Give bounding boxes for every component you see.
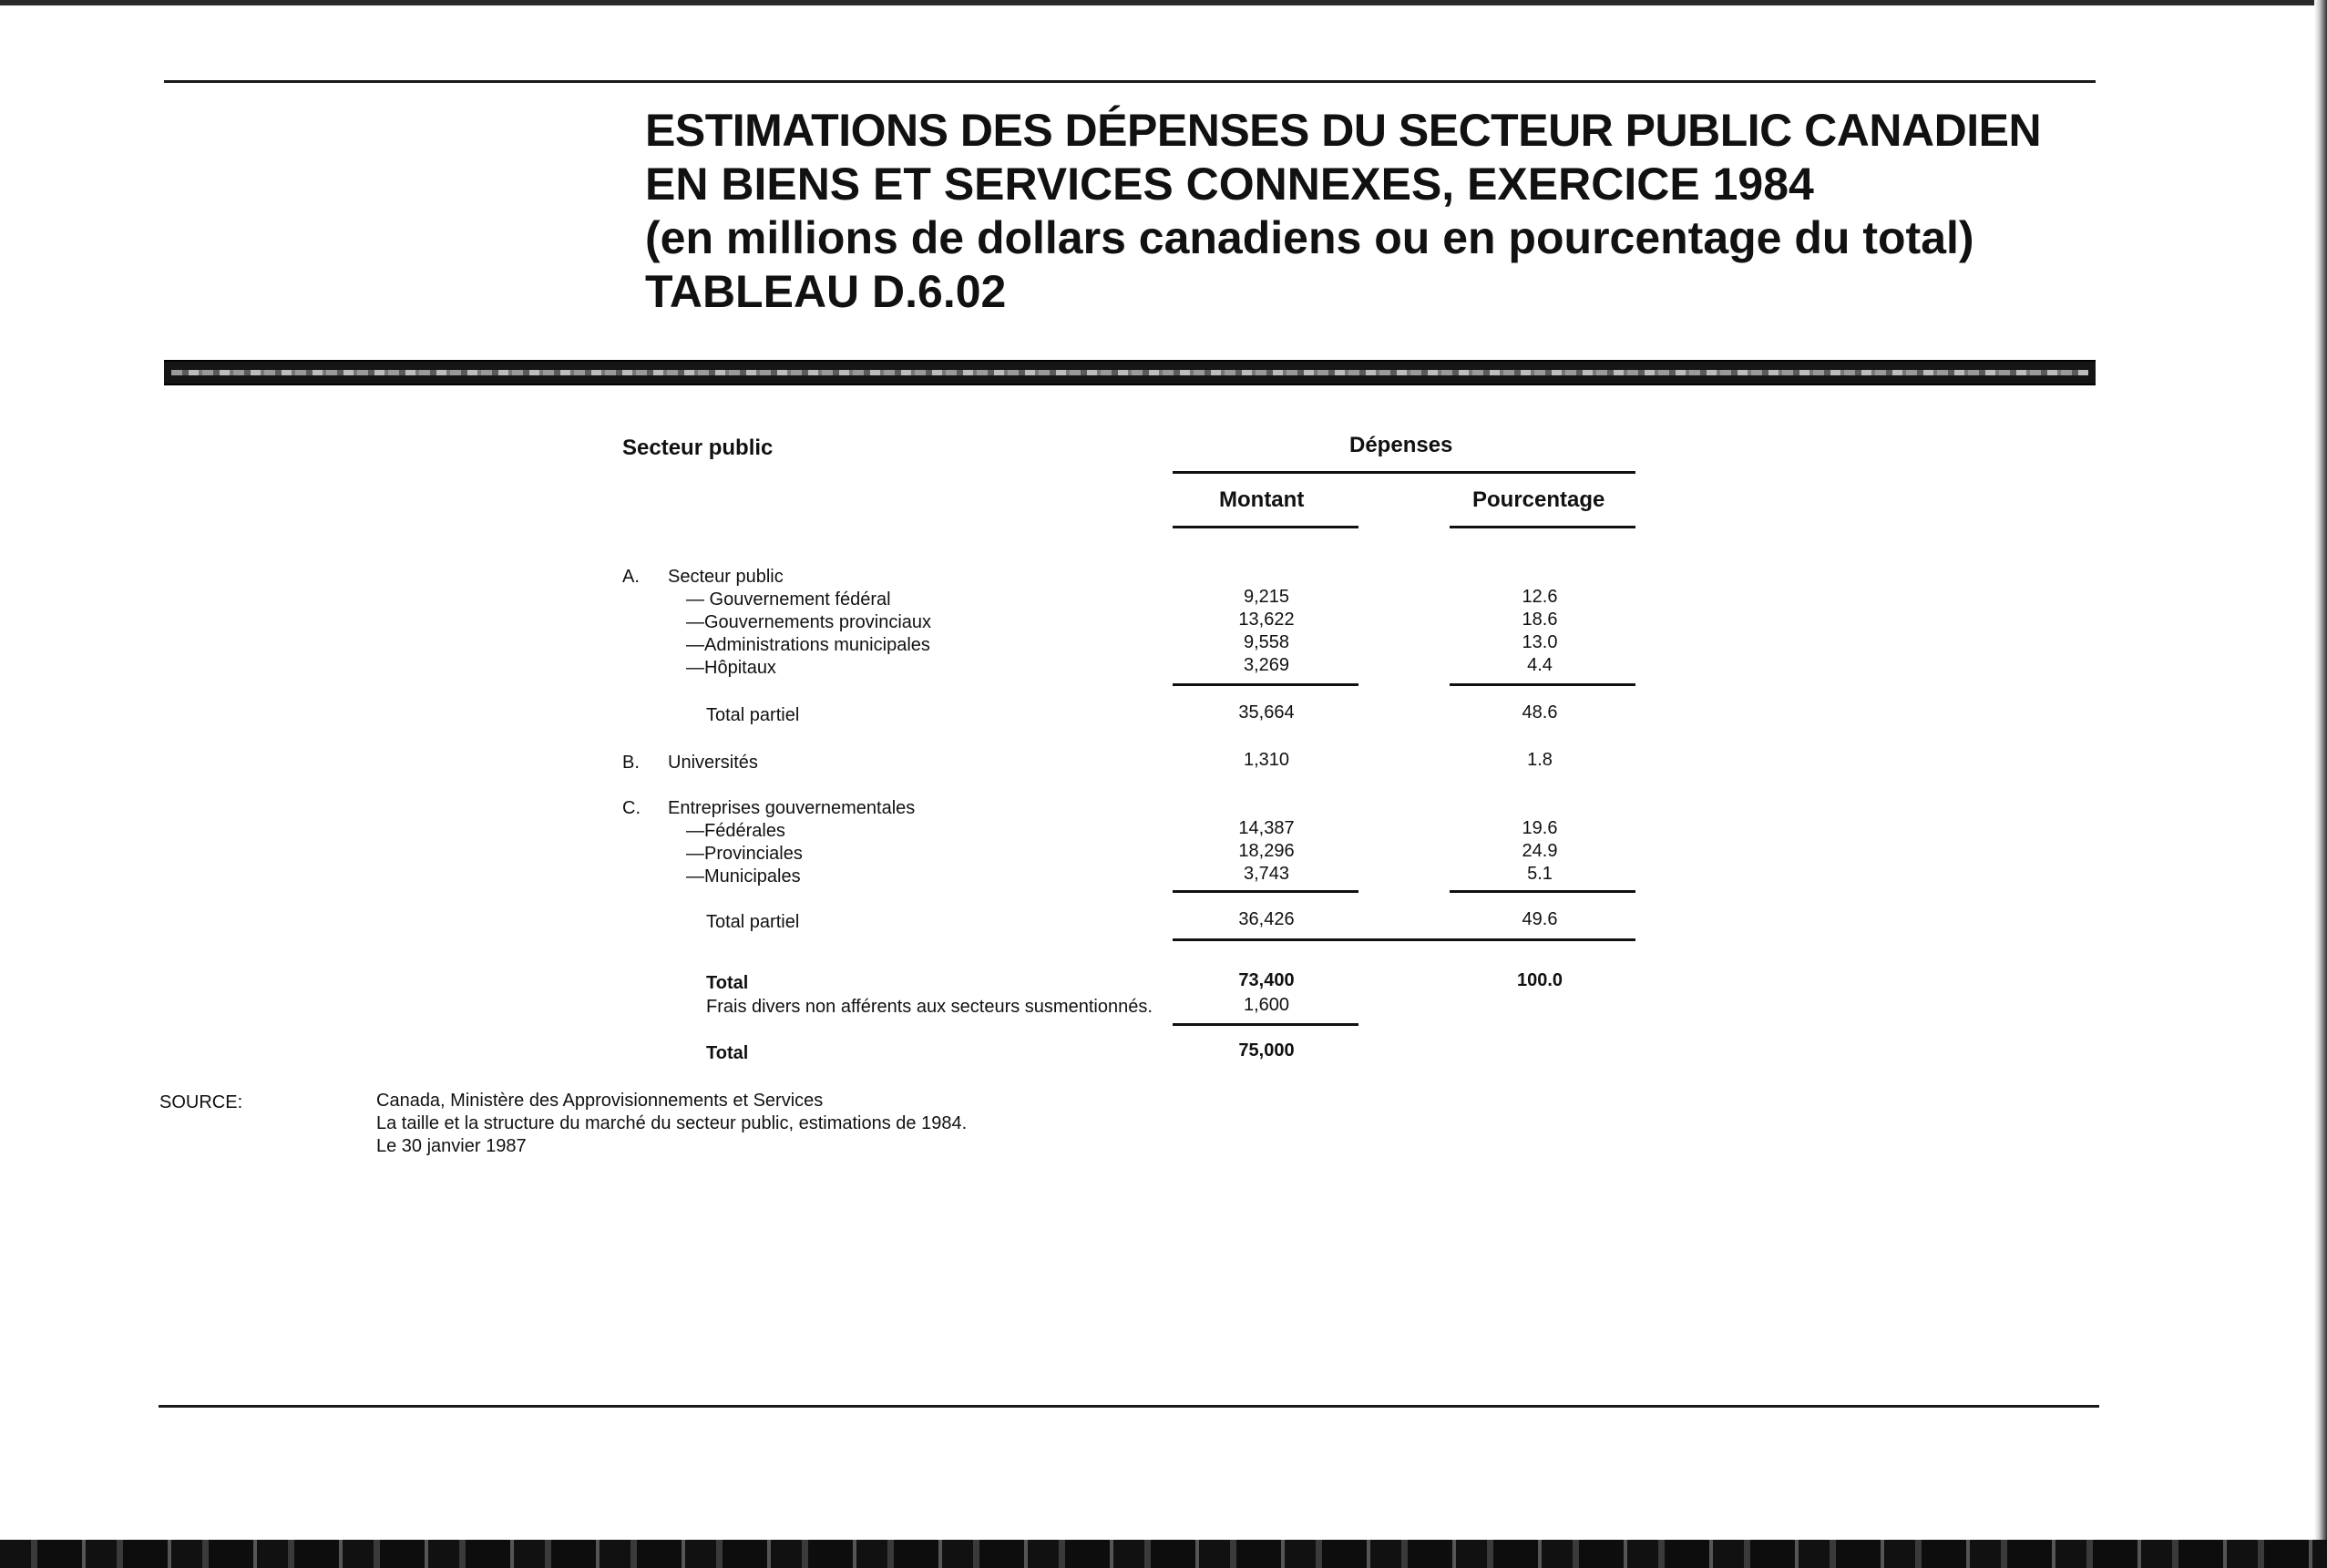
row-label: —Municipales — [686, 866, 801, 886]
subtotal-rule-amount — [1173, 683, 1358, 686]
row-amount: 3,269 — [1243, 655, 1290, 675]
header-amount-rule — [1173, 526, 1358, 528]
row-percent: 1.8 — [1527, 750, 1553, 770]
misc-costs-amount: 1,600 — [1243, 995, 1290, 1015]
scan-edge-bottom — [0, 1540, 2327, 1568]
row-label: —Hôpitaux — [686, 658, 776, 678]
misc-costs-label: Frais divers non afférents aux secteurs susmentionnés. — [706, 997, 1153, 1017]
title-line-4: TABLEAU D.6.02 — [645, 266, 1007, 317]
row-percent: 18.6 — [1522, 610, 1558, 630]
total-amount: 73,400 — [1238, 970, 1295, 990]
row-percent: 5.1 — [1527, 864, 1553, 884]
row-amount: 9,558 — [1243, 632, 1290, 652]
grand-total-rule — [1173, 1023, 1358, 1026]
title-line-2: EN BIENS ET SERVICES CONNEXES, EXERCICE 1984 — [645, 159, 1814, 210]
row-label: — Gouvernement fédéral — [686, 589, 891, 610]
row-label: Entreprises gouvernementales — [668, 798, 916, 818]
subtotal-amount: 35,664 — [1238, 702, 1295, 723]
row-letter: A. — [622, 567, 640, 587]
bottom-rule — [159, 1405, 2099, 1408]
row-label: Universités — [668, 753, 758, 773]
row-letter: C. — [622, 798, 641, 818]
source-line: Canada, Ministère des Approvisionnements et Services — [376, 1091, 824, 1111]
grand-total-amount: 75,000 — [1238, 1040, 1295, 1061]
row-label: —Provinciales — [686, 844, 803, 864]
total-percent: 100.0 — [1516, 970, 1563, 990]
row-letter: B. — [622, 753, 640, 773]
page-title — [645, 104, 2041, 319]
scan-edge-right — [2314, 0, 2327, 1568]
subtotal-rule-percent — [1450, 890, 1635, 893]
column-header-group: Dépenses — [1349, 433, 1453, 457]
header-percent-rule — [1450, 526, 1635, 528]
row-percent: 4.4 — [1527, 655, 1553, 675]
total-label: Total — [706, 973, 749, 993]
subtotal-label: Total partiel — [706, 705, 800, 725]
decorative-band — [164, 360, 2096, 385]
title-line-1: ESTIMATIONS DES DÉPENSES DU SECTEUR PUBLIC CANADIEN — [645, 105, 2042, 156]
row-amount: 9,215 — [1243, 587, 1290, 607]
column-header-percent: Pourcentage — [1472, 487, 1605, 512]
row-percent: 19.6 — [1522, 818, 1558, 838]
top-rule — [164, 80, 2096, 83]
row-amount: 3,743 — [1243, 864, 1290, 884]
title-line-3: (en millions de dollars canadiens ou en pourcentage du total) — [645, 212, 1974, 263]
column-header-sector: Secteur public — [622, 436, 774, 460]
row-percent: 24.9 — [1522, 841, 1558, 861]
grand-total-label: Total — [706, 1043, 749, 1063]
column-header-amount: Montant — [1219, 487, 1305, 512]
row-percent: 12.6 — [1522, 587, 1558, 607]
total-rule — [1173, 938, 1635, 941]
subtotal-rule-amount — [1173, 890, 1358, 893]
header-group-rule — [1173, 471, 1635, 474]
row-label: —Administrations municipales — [686, 635, 930, 655]
row-percent: 13.0 — [1522, 632, 1558, 652]
source-line: La taille et la structure du marché du secteur public, estimations de 1984. — [376, 1113, 968, 1133]
row-label: —Gouvernements provinciaux — [686, 612, 932, 632]
subtotal-label: Total partiel — [706, 912, 800, 932]
row-amount: 1,310 — [1243, 750, 1290, 770]
subtotal-rule-percent — [1450, 683, 1635, 686]
scan-edge-top — [0, 0, 2327, 5]
row-amount: 18,296 — [1238, 841, 1295, 861]
row-label: —Fédérales — [686, 821, 785, 841]
row-amount: 14,387 — [1238, 818, 1295, 838]
row-amount: 13,622 — [1238, 610, 1295, 630]
subtotal-percent: 49.6 — [1522, 909, 1558, 929]
subtotal-amount: 36,426 — [1238, 909, 1295, 929]
subtotal-percent: 48.6 — [1522, 702, 1558, 723]
source-label: SOURCE: — [159, 1092, 243, 1112]
source-line: Le 30 janvier 1987 — [376, 1136, 527, 1156]
row-label: Secteur public — [668, 567, 784, 587]
